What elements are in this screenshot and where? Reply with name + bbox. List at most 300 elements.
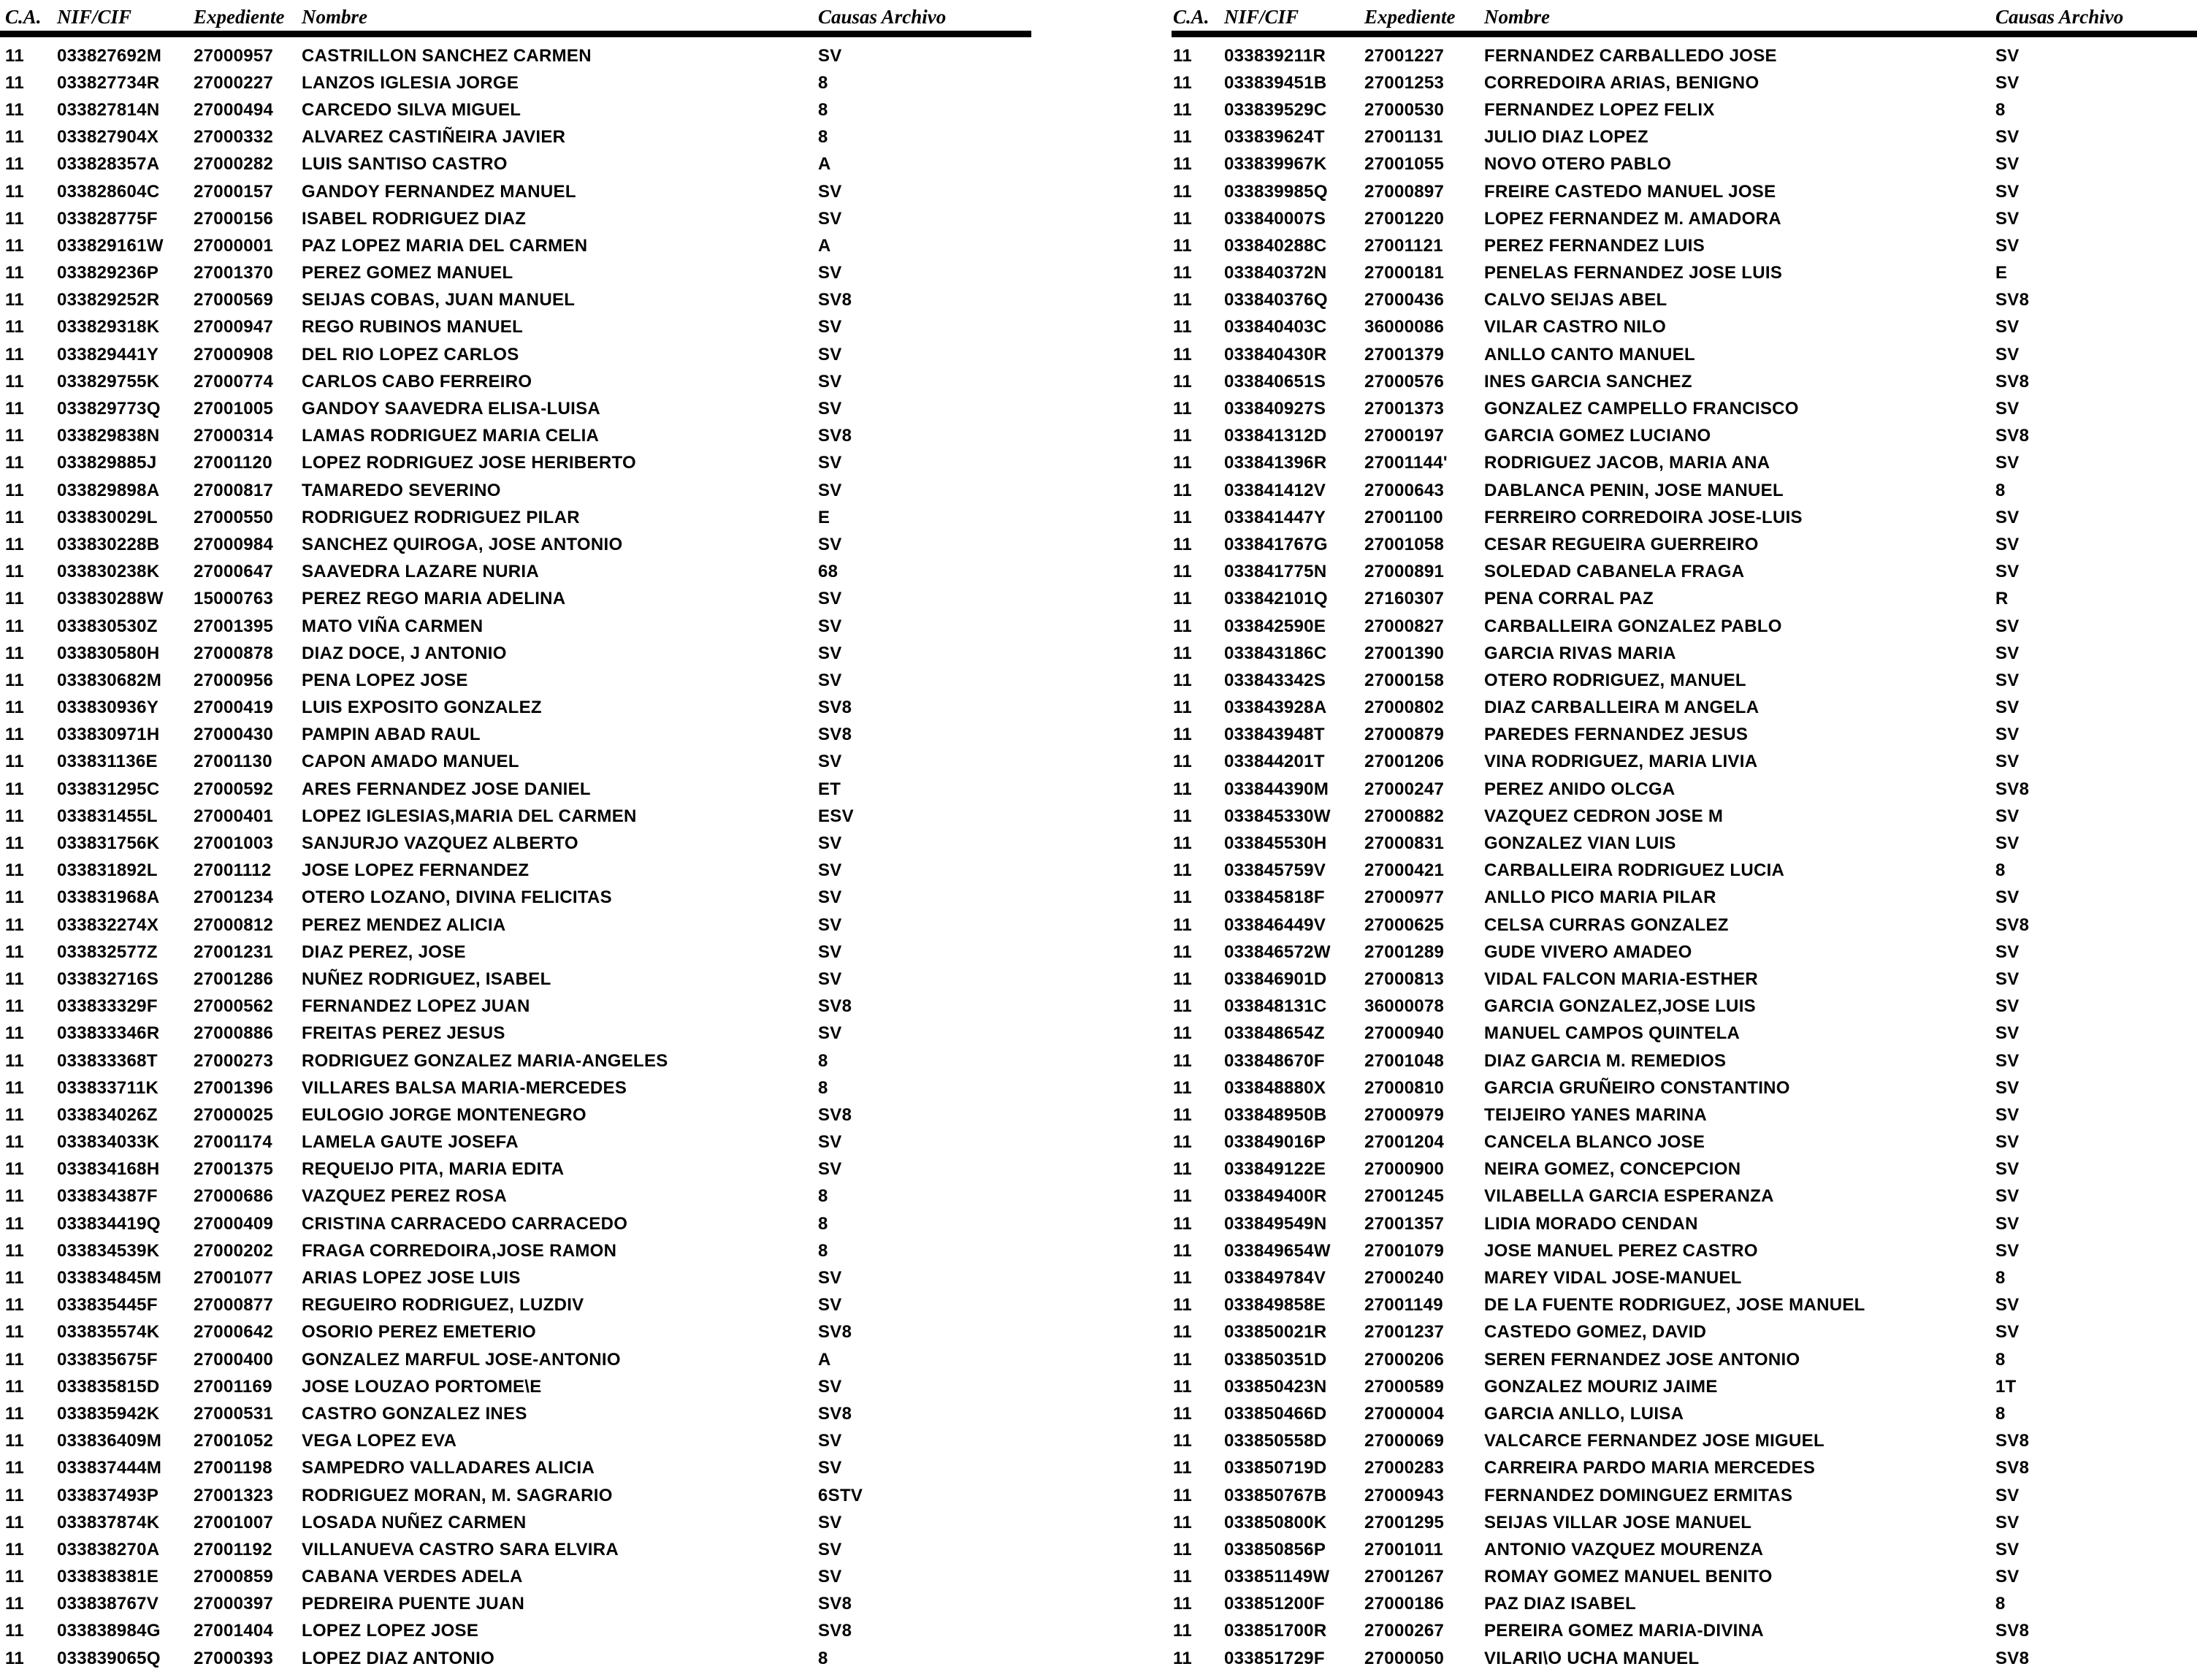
nombre-cell: CARLOS CABO FERREIRO (302, 371, 532, 392)
nombre-cell: VIDAL FALCON MARIA-ESTHER (1484, 969, 1759, 989)
expediente-cell: 27000774 (194, 371, 274, 392)
causas-cell: 8 (818, 1186, 828, 1207)
nombre-cell: DIAZ CARBALLEIRA M ANGELA (1484, 698, 1759, 718)
table-row (5, 1210, 1061, 1237)
ca-cell: 11 (1173, 1104, 1192, 1125)
nombre-cell: OSORIO PEREZ EMETERIO (302, 1322, 537, 1343)
nombre-cell: SEIJAS VILLAR JOSE MANUEL (1484, 1512, 1752, 1532)
ca-cell: 11 (5, 426, 24, 446)
table-row (5, 939, 1061, 966)
table-row (5, 1074, 1061, 1101)
nif-cell: 033831295C (57, 779, 160, 799)
expediente-cell: 27001286 (194, 969, 274, 989)
expediente-cell: 27001245 (1364, 1186, 1445, 1207)
expediente-cell: 27000227 (194, 72, 274, 93)
causas-cell: SV (818, 263, 842, 283)
right-table-header-row (1173, 6, 2196, 35)
nombre-cell: DIAZ GARCIA M. REMEDIOS (1484, 1050, 1727, 1071)
nombre-cell: CELSA CURRAS GONZALEZ (1484, 915, 1729, 935)
nif-cell: 033839529C (1224, 99, 1327, 120)
expediente-cell: 15000763 (194, 589, 274, 609)
table-row (5, 368, 1061, 395)
nif-cell: 033834387F (57, 1186, 158, 1207)
nombre-cell: LANZOS IGLESIA JORGE (302, 72, 519, 93)
column-header-nombre: Nombre (302, 6, 367, 28)
expediente-cell: 27000977 (1364, 887, 1445, 908)
ca-cell: 11 (5, 1023, 24, 1044)
table-row (5, 1373, 1061, 1400)
nombre-cell: LAMAS RODRIGUEZ MARIA CELIA (302, 426, 600, 446)
nombre-cell: LOSADA NUÑEZ CARMEN (302, 1512, 527, 1532)
causas-cell: SV (818, 670, 842, 690)
table-row (1173, 559, 2196, 586)
table-row (1173, 722, 2196, 749)
ca-cell: 11 (5, 453, 24, 473)
nombre-cell: CALVO SEIJAS ABEL (1484, 290, 1667, 310)
nombre-cell: GARCIA RIVAS MARIA (1484, 643, 1676, 663)
causas-cell: 8 (1995, 1268, 2006, 1288)
nif-cell: 033846449V (1224, 915, 1326, 935)
ca-cell: 11 (5, 534, 24, 554)
table-row (5, 1591, 1061, 1618)
nif-cell: 033851729F (1224, 1648, 1325, 1668)
table-row (5, 423, 1061, 450)
nif-cell: 033845759V (1224, 860, 1326, 881)
ca-cell: 11 (1173, 1023, 1192, 1044)
ca-cell: 11 (5, 833, 24, 854)
table-row (5, 695, 1061, 722)
ca-cell: 11 (5, 942, 24, 962)
expediente-cell: 27000859 (194, 1567, 274, 1587)
nombre-cell: PEREZ MENDEZ ALICIA (302, 915, 506, 935)
expediente-cell: 27001379 (1364, 344, 1445, 364)
nif-cell: 033850558D (1224, 1431, 1327, 1451)
table-row (5, 205, 1061, 232)
expediente-cell: 27001048 (1364, 1050, 1445, 1071)
table-row (1173, 640, 2196, 667)
ca-cell: 11 (5, 1485, 24, 1505)
nif-cell: 033834033K (57, 1132, 160, 1153)
table-row (1173, 368, 2196, 395)
table-row (5, 722, 1061, 749)
nif-cell: 033833346R (57, 1023, 160, 1044)
ca-cell: 11 (5, 154, 24, 175)
nombre-cell: CANCELA BLANCO JOSE (1484, 1132, 1705, 1153)
nif-cell: 033837444M (57, 1458, 162, 1478)
expediente-cell: 27001237 (1364, 1322, 1445, 1343)
expediente-cell: 27001396 (194, 1077, 274, 1098)
expediente-cell: 27001289 (1364, 942, 1445, 962)
ca-cell: 11 (1173, 1431, 1192, 1451)
expediente-cell: 27000202 (194, 1240, 274, 1261)
ca-cell: 11 (1173, 779, 1192, 799)
causas-cell: SV (818, 1431, 842, 1451)
ca-cell: 11 (1173, 1240, 1192, 1261)
nif-cell: 033827904X (57, 127, 159, 148)
table-row (1173, 341, 2196, 368)
causas-cell: SV (818, 208, 842, 229)
nombre-cell: PAMPIN ABAD RAUL (302, 725, 481, 745)
table-row (1173, 613, 2196, 640)
expediente-cell: 27000283 (1364, 1458, 1445, 1478)
table-row (1173, 504, 2196, 531)
expediente-cell: 27001404 (194, 1621, 274, 1641)
ca-cell: 11 (5, 99, 24, 120)
nombre-cell: LOPEZ IGLESIAS,MARIA DEL CARMEN (302, 806, 637, 826)
ca-cell: 11 (1173, 1186, 1192, 1207)
causas-cell: 8 (1995, 1403, 2006, 1424)
nif-cell: 033845530H (1224, 833, 1327, 854)
causas-cell: SV (1995, 1322, 2020, 1343)
nombre-cell: VILLANUEVA CASTRO SARA ELVIRA (302, 1539, 619, 1559)
nif-cell: 033842101Q (1224, 589, 1328, 609)
expediente-cell: 27000050 (1364, 1648, 1445, 1668)
nombre-cell: GARCIA GOMEZ LUCIANO (1484, 426, 1711, 446)
ca-cell: 11 (5, 1458, 24, 1478)
nif-cell: 033843948T (1224, 725, 1325, 745)
ca-cell: 11 (5, 670, 24, 690)
ca-cell: 11 (5, 1295, 24, 1316)
expediente-cell: 27001375 (194, 1159, 274, 1180)
table-row (1173, 1183, 2196, 1210)
table-row (1173, 287, 2196, 314)
table-row (5, 1047, 1061, 1074)
nombre-cell: ANLLO CANTO MANUEL (1484, 344, 1695, 364)
nombre-cell: CABANA VERDES ADELA (302, 1567, 523, 1587)
causas-cell: SV (1995, 806, 2020, 826)
causas-cell: SV (818, 317, 842, 337)
table-row (5, 314, 1061, 341)
ca-cell: 11 (1173, 317, 1192, 337)
nombre-cell: FERREIRO CORREDOIRA JOSE-LUIS (1484, 507, 1803, 527)
causas-cell: SV (818, 589, 842, 609)
expediente-cell: 27001198 (194, 1458, 272, 1478)
table-row (5, 151, 1061, 178)
causas-cell: SV (818, 453, 842, 473)
nif-cell: 033851700R (1224, 1621, 1327, 1641)
expediente-cell: 27000430 (194, 725, 274, 745)
expediente-cell: 27000940 (1364, 1023, 1445, 1044)
table-row (5, 1020, 1061, 1047)
table-row (1173, 1509, 2196, 1536)
nombre-cell: SAAVEDRA LAZARE NURIA (302, 562, 539, 582)
ca-cell: 11 (1173, 290, 1192, 310)
nif-cell: 033849654W (1224, 1240, 1331, 1261)
expediente-cell: 27000592 (194, 779, 274, 799)
ca-cell: 11 (5, 1240, 24, 1261)
nif-cell: 033840007S (1224, 208, 1326, 229)
nombre-cell: PEREIRA GOMEZ MARIA-DIVINA (1484, 1621, 1764, 1641)
causas-cell: SV (818, 1268, 842, 1288)
nif-cell: 033850719D (1224, 1458, 1327, 1478)
nombre-cell: CARBALLEIRA GONZALEZ PABLO (1484, 616, 1782, 636)
causas-cell: SV (1995, 507, 2020, 527)
nombre-cell: VILLARES BALSA MARIA-MERCEDES (302, 1077, 627, 1098)
ca-cell: 11 (5, 1186, 24, 1207)
causas-cell: 8 (818, 1213, 828, 1234)
ca-cell: 11 (1173, 562, 1192, 582)
table-row (5, 1645, 1061, 1672)
ca-cell: 11 (5, 127, 24, 148)
table-row (5, 1346, 1061, 1373)
causas-cell: SV (1995, 534, 2020, 554)
nif-cell: 033832716S (57, 969, 159, 989)
nif-cell: 033850466D (1224, 1403, 1327, 1424)
expediente-cell: 27001130 (194, 752, 272, 772)
causas-cell: SV8 (1995, 1621, 2030, 1641)
nif-cell: 033841412V (1224, 480, 1326, 500)
expediente-cell: 27160307 (1364, 589, 1445, 609)
expediente-cell: 27001267 (1364, 1567, 1445, 1587)
nombre-cell: GONZALEZ CAMPELLO FRANCISCO (1484, 399, 1799, 419)
expediente-cell: 27001357 (1364, 1213, 1445, 1234)
expediente-cell: 27001192 (194, 1539, 272, 1559)
ca-cell: 11 (5, 1512, 24, 1532)
causas-cell: ET (818, 779, 841, 799)
causas-cell: SV8 (1995, 426, 2030, 446)
causas-cell: SV (1995, 1132, 2020, 1153)
ca-cell: 11 (1173, 235, 1192, 256)
nombre-cell: PEREZ GOMEZ MANUEL (302, 263, 513, 283)
causas-cell: SV (818, 942, 842, 962)
ca-cell: 11 (5, 1077, 24, 1098)
nif-cell: 033834168H (57, 1159, 160, 1180)
table-row (5, 1482, 1061, 1509)
column-header-nombre: Nombre (1484, 6, 1550, 28)
nif-cell: 033830288W (57, 589, 164, 609)
table-row (5, 803, 1061, 830)
table-row (5, 993, 1061, 1020)
expediente-cell: 27000550 (194, 507, 274, 527)
causas-cell: SV (1995, 453, 2020, 473)
expediente-cell: 27000943 (1364, 1485, 1445, 1505)
nombre-cell: ARIAS LOPEZ JOSE LUIS (302, 1268, 521, 1288)
nif-cell: 033829885J (57, 453, 157, 473)
expediente-cell: 27000984 (194, 534, 274, 554)
nif-cell: 033830580H (57, 643, 160, 663)
nombre-cell: PAREDES FERNANDEZ JESUS (1484, 725, 1749, 745)
nombre-cell: CESAR REGUEIRA GUERREIRO (1484, 534, 1759, 554)
nombre-cell: FERNANDEZ LOPEZ JUAN (302, 996, 530, 1017)
nombre-cell: ALVAREZ CASTIÑEIRA JAVIER (302, 127, 566, 148)
causas-cell: SV (1995, 45, 2020, 66)
nif-cell: 033827814N (57, 99, 160, 120)
nif-cell: 033838270A (57, 1539, 160, 1559)
causas-cell: SV (1995, 1240, 2020, 1261)
ca-cell: 11 (1173, 1295, 1192, 1316)
nif-cell: 033840288C (1224, 235, 1327, 256)
expediente-cell: 27000827 (1364, 616, 1445, 636)
nif-cell: 033840372N (1224, 263, 1327, 283)
ca-cell: 11 (5, 72, 24, 93)
causas-cell: A (818, 154, 831, 175)
expediente-cell: 27001149 (1364, 1295, 1443, 1316)
table-row (1173, 531, 2196, 558)
expediente-cell: 27000400 (194, 1349, 274, 1370)
nombre-cell: JULIO DIAZ LOPEZ (1484, 127, 1648, 148)
expediente-cell: 27001144' (1364, 453, 1448, 473)
nombre-cell: LAMELA GAUTE JOSEFA (302, 1132, 519, 1153)
causas-cell: SV (1995, 562, 2020, 582)
ca-cell: 11 (5, 1104, 24, 1125)
nif-cell: 033835942K (57, 1403, 160, 1424)
causas-cell: SV (1995, 1512, 2020, 1532)
expediente-cell: 27001058 (1364, 534, 1445, 554)
table-row (5, 1237, 1061, 1264)
column-header-causas: Causas Archivo (1995, 6, 2124, 28)
causas-cell: SV (1995, 1485, 2020, 1505)
expediente-cell: 27001079 (1364, 1240, 1445, 1261)
expediente-cell: 27001204 (1364, 1132, 1445, 1153)
causas-cell: 8 (818, 99, 828, 120)
causas-cell: SV (1995, 969, 2020, 989)
ca-cell: 11 (5, 969, 24, 989)
causas-cell: SV (818, 1458, 842, 1478)
causas-cell: SV (818, 399, 842, 419)
ca-cell: 11 (1173, 752, 1192, 772)
nombre-cell: TAMAREDO SEVERINO (302, 480, 501, 500)
nombre-cell: GUDE VIVERO AMADEO (1484, 942, 1692, 962)
expediente-cell: 27001007 (194, 1512, 274, 1532)
causas-cell: E (1995, 263, 2008, 283)
ca-cell: 11 (1173, 1376, 1192, 1397)
causas-cell: SV (818, 1512, 842, 1532)
nif-cell: 033839451B (1224, 72, 1327, 93)
ca-cell: 11 (1173, 45, 1192, 66)
expediente-cell: 27000802 (1364, 698, 1445, 718)
ca-cell: 11 (1173, 1648, 1192, 1668)
expediente-cell: 27001100 (1364, 507, 1443, 527)
expediente-cell: 27001121 (1364, 235, 1443, 256)
ca-cell: 11 (5, 1132, 24, 1153)
ca-cell: 11 (5, 371, 24, 392)
expediente-cell: 27000025 (194, 1104, 274, 1125)
ca-cell: 11 (5, 317, 24, 337)
nif-cell: 033829161W (57, 235, 164, 256)
expediente-cell: 27000332 (194, 127, 274, 148)
table-row (5, 1183, 1061, 1210)
nombre-cell: EULOGIO JORGE MONTENEGRO (302, 1104, 586, 1125)
table-row (5, 1101, 1061, 1129)
nif-cell: 033844201T (1224, 752, 1325, 772)
nif-cell: 033828604C (57, 181, 160, 202)
causas-cell: SV (818, 833, 842, 854)
nif-cell: 033834539K (57, 1240, 160, 1261)
nombre-cell: SANCHEZ QUIROGA, JOSE ANTONIO (302, 534, 623, 554)
expediente-cell: 27000642 (194, 1322, 274, 1343)
ca-cell: 11 (1173, 208, 1192, 229)
table-row (5, 1428, 1061, 1455)
expediente-cell: 27001220 (1364, 208, 1445, 229)
expediente-cell: 27001373 (1364, 399, 1445, 419)
ca-cell: 11 (5, 1431, 24, 1451)
causas-cell: SV8 (818, 996, 852, 1017)
ca-cell: 11 (5, 887, 24, 908)
ca-cell: 11 (5, 779, 24, 799)
expediente-cell: 27001112 (194, 860, 272, 881)
causas-cell: SV (818, 1159, 842, 1180)
nif-cell: 033840430R (1224, 344, 1327, 364)
ca-cell: 11 (5, 1349, 24, 1370)
nif-cell: 033830682M (57, 670, 162, 690)
table-row (1173, 1020, 2196, 1047)
ca-cell: 11 (1173, 1485, 1192, 1505)
expediente-cell: 27001323 (194, 1485, 274, 1505)
causas-cell: 8 (1995, 99, 2006, 120)
nombre-cell: PEDREIRA PUENTE JUAN (302, 1594, 525, 1614)
causas-cell: 1T (1995, 1376, 2017, 1397)
nombre-cell: LUIS EXPOSITO GONZALEZ (302, 698, 542, 718)
causas-cell: SV (1995, 887, 2020, 908)
nif-cell: 033827734R (57, 72, 160, 93)
table-row (1173, 1047, 2196, 1074)
nif-cell: 033841312D (1224, 426, 1327, 446)
nif-cell: 033841767G (1224, 534, 1328, 554)
causas-cell: SV (818, 969, 842, 989)
expediente-cell: 27000273 (194, 1050, 274, 1071)
table-row (1173, 939, 2196, 966)
table-row (1173, 1129, 2196, 1156)
expediente-cell: 27000589 (1364, 1376, 1445, 1397)
ca-cell: 11 (5, 616, 24, 636)
nif-cell: 033841775N (1224, 562, 1327, 582)
table-row (1173, 667, 2196, 694)
ca-cell: 11 (5, 344, 24, 364)
table-row (1173, 1074, 2196, 1101)
column-header-nif: NIF/CIF (1224, 6, 1299, 28)
expediente-cell: 27000686 (194, 1186, 274, 1207)
expediente-cell: 27000001 (194, 235, 274, 256)
causas-cell: SV8 (1995, 915, 2030, 935)
table-row (5, 586, 1061, 613)
expediente-cell: 27001370 (194, 263, 274, 283)
nombre-cell: SANJURJO VAZQUEZ ALBERTO (302, 833, 578, 854)
nif-cell: 033836409M (57, 1431, 162, 1451)
table-row (5, 667, 1061, 694)
nombre-cell: FREITAS PEREZ JESUS (302, 1023, 505, 1044)
table-row (5, 1400, 1061, 1427)
ca-cell: 11 (1173, 1539, 1192, 1559)
nif-cell: 033839211R (1224, 45, 1326, 66)
table-row (5, 830, 1061, 857)
ca-cell: 11 (1173, 1458, 1192, 1478)
ca-cell: 11 (1173, 99, 1192, 120)
causas-cell: SV (818, 371, 842, 392)
table-row (1173, 1156, 2196, 1183)
nif-cell: 033849784V (1224, 1268, 1326, 1288)
nombre-cell: CASTRO GONZALEZ INES (302, 1403, 527, 1424)
causas-cell: SV (818, 181, 842, 202)
nif-cell: 033831136E (57, 752, 158, 772)
causas-cell: SV (1995, 127, 2020, 148)
right-table (1173, 6, 2196, 1672)
nif-cell: 033849858E (1224, 1295, 1326, 1316)
expediente-cell: 27000421 (1364, 860, 1445, 881)
nif-cell: 033835445F (57, 1295, 158, 1316)
nombre-cell: SEREN FERNANDEZ JOSE ANTONIO (1484, 1349, 1800, 1370)
column-header-nif: NIF/CIF (57, 6, 132, 28)
nif-cell: 033833368T (57, 1050, 158, 1071)
expediente-cell: 27000197 (1364, 426, 1445, 446)
nombre-cell: SOLEDAD CABANELA FRAGA (1484, 562, 1745, 582)
nombre-cell: VALCARCE FERNANDEZ JOSE MIGUEL (1484, 1431, 1825, 1451)
nif-cell: 033834845M (57, 1268, 162, 1288)
table-row (1173, 1564, 2196, 1591)
causas-cell: SV (1995, 1539, 2020, 1559)
table-row (5, 395, 1061, 422)
table-row (5, 287, 1061, 314)
nif-cell: 033829898A (57, 480, 160, 500)
